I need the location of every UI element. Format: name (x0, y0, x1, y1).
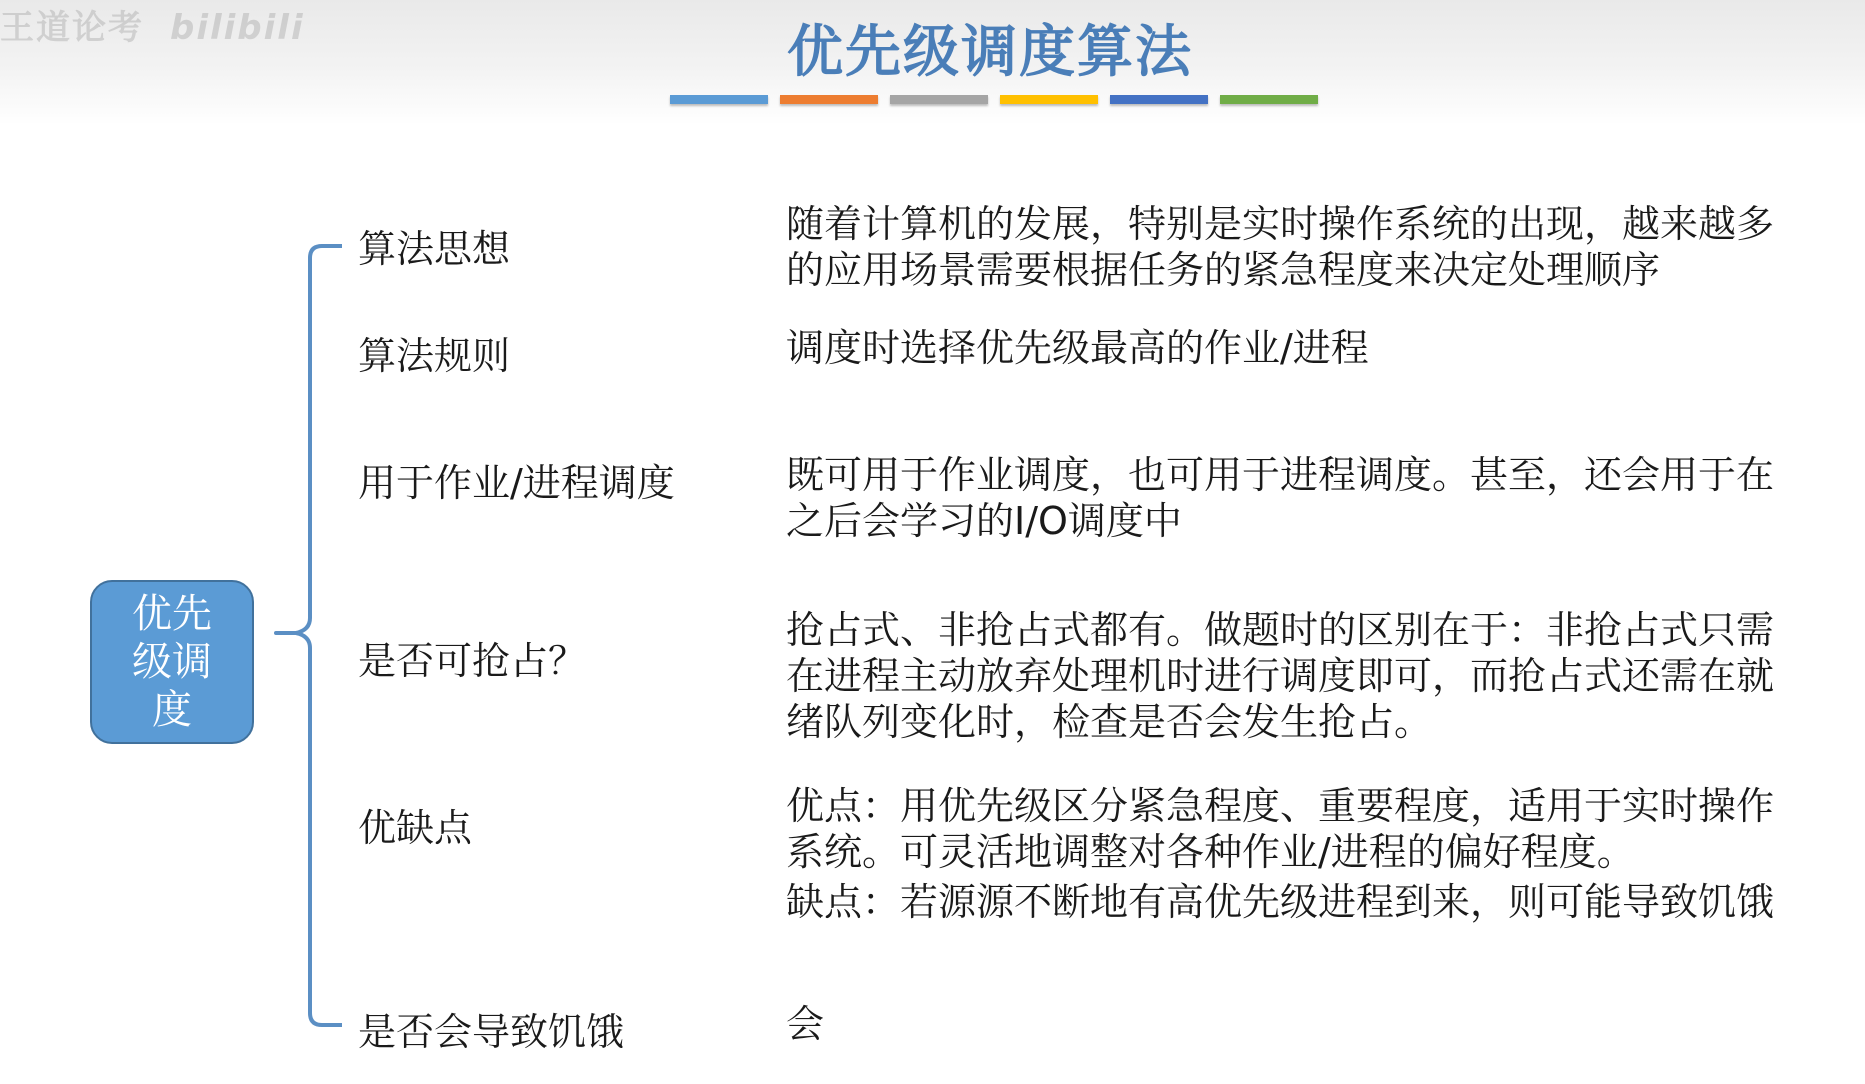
desc-cons: 缺点：若源源不断地有高优先级进程到来，则可能导致饥饿 (786, 880, 1775, 924)
label-algorithm-idea: 算法思想 (358, 227, 511, 271)
root-node-line: 优先 (132, 591, 212, 637)
label-starvation: 是否会导致饥饿 (358, 1010, 625, 1054)
desc-algorithm-idea (786, 201, 1806, 293)
root-node-line: 级调 (132, 639, 212, 685)
label-job-process-scheduling: 用于作业/进程调度 (358, 461, 675, 505)
desc-text: 抢占式、非抢占式都有。做题时的区别在于：非抢占式只需在进程主动放弃处理机时进行调度即可，而抢占式还需在就绪队列变化时，检查是否会发生抢占。 (786, 608, 1775, 744)
root-node (90, 580, 254, 744)
page-title: 优先级调度算法 (787, 20, 1193, 85)
watermark-text: 王道论考 (0, 8, 144, 48)
bracket-path (276, 246, 342, 1025)
label-pros-cons: 优缺点 (358, 806, 473, 850)
desc-pros-cons (786, 783, 1806, 925)
desc-preemptive (786, 607, 1806, 745)
desc-text: 随着计算机的发展，特别是实时操作系统的出现，越来越多的应用场景需要根据任务的紧急程度来决定处理顺序 (786, 202, 1775, 292)
desc-text: 既可用于作业调度，也可用于进程调度。甚至，还会用于在之后会学习的I/O调度中 (786, 453, 1775, 543)
label-preemptive: 是否可抢占？ (358, 639, 587, 683)
desc-algorithm-rule (786, 325, 1806, 371)
desc-text: 调度时选择优先级最高的作业/进程 (786, 326, 1369, 370)
desc-starvation (786, 1001, 1806, 1047)
desc-job-process-scheduling (786, 452, 1806, 544)
desc-text: 会 (786, 1002, 825, 1046)
desc-pros: 优点：用优先级区分紧急程度、重要程度，适用于实时操作系统。可灵活地调整对各种作业/进程的偏好程度。 (786, 784, 1775, 874)
watermark-logo: bilibili (170, 8, 305, 48)
root-node-line: 度 (152, 687, 192, 733)
label-algorithm-rule: 算法规则 (358, 334, 511, 378)
